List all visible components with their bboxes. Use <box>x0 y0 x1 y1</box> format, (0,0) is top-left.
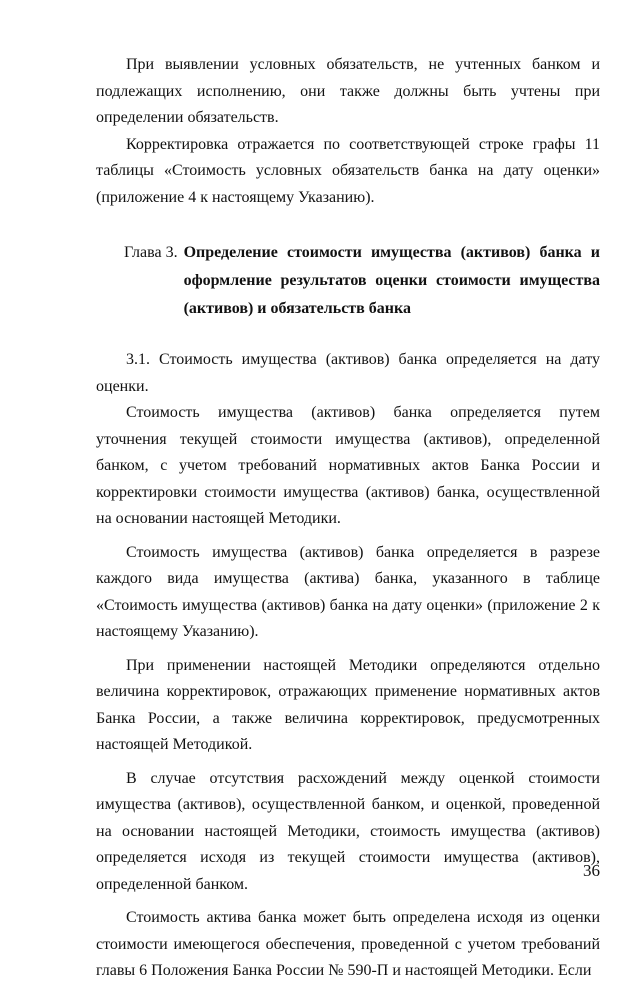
paragraph: При выявлении условных обязательств, не учтенных банком и подлежащих исполнению, они также должны быть учтены при определении обязательств. <box>96 56 600 126</box>
chapter-title: Определение стоимости имущества (активов) банка и оформление результатов оценки стоимости имущества (активов) и обязательств банка <box>183 244 600 317</box>
paragraph: В случае отсутствия расхождений между оценкой стоимости имущества (активов), осуществленной банком, и оценкой, проведенной на основании настоящей Методики, стоимость имущества (активов) определяется исходя из текущей стоимости имущества (активов), определенной банком. <box>96 769 600 893</box>
chapter-number: Глава 3. <box>124 244 178 261</box>
chapter-heading <box>124 239 600 323</box>
page-number: 36 <box>583 861 600 880</box>
intro-section <box>96 52 600 211</box>
paragraph: Стоимость имущества (активов) банка определяется в разрезе каждого вида имущества (актива) банка, указанного в таблице «Стоимость имущества (активов) банка на дату оценки» (приложение 2 к настоящему Указанию). <box>96 543 600 640</box>
chapter-body <box>96 347 600 985</box>
paragraph: 3.1. Стоимость имущества (активов) банка определяется на дату оценки. <box>96 351 600 395</box>
paragraph: Стоимость актива банка может быть определена исходя из оценки стоимости имеющегося обеспечения, проведенной с учетом требований главы 6 Положения Банка России № 590-П и настоящей Методики. Если <box>96 909 600 979</box>
paragraph: Корректировка отражается по соответствующей строке графы 11 таблицы «Стоимость условных обязательств банка на дату оценки» (приложение 4 к настоящему Указанию). <box>96 135 600 206</box>
paragraph: При применении настоящей Методики определяются отдельно величина корректировок, отражающих применение нормативных актов Банка России, а также величина корректировок, предусмотренных настоящей Методикой. <box>96 656 600 753</box>
paragraph: Стоимость имущества (активов) банка определяется путем уточнения текущей стоимости имущества (активов), определенной банком, с учетом требований нормативных актов Банка России и корректировки стоимости имущества (активов) банка, осуществленной на основании настоящей Методики. <box>96 404 600 527</box>
